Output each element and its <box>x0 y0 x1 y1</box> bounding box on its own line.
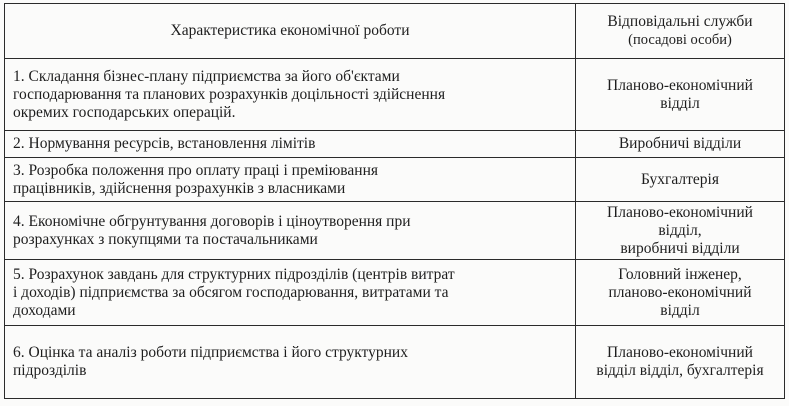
row-responsible <box>576 59 785 131</box>
responsible-line: Бухгалтерія <box>641 170 719 188</box>
description-line: 4. Економічне обгрунтування договорів і ціноутворення при <box>13 212 411 230</box>
row-description <box>5 59 576 131</box>
table-row <box>5 326 785 399</box>
row-responsible <box>576 202 785 260</box>
responsible-line: Виробничі відділи <box>618 135 742 152</box>
description-line: 1. Складання бізнес-плану підприємства за його об'єктами <box>13 67 400 85</box>
row-description <box>5 326 576 399</box>
responsible-line: планово-економічний <box>608 283 752 301</box>
description-line: підрозділів <box>13 362 87 379</box>
responsible-line: Головний інженер, <box>618 265 742 283</box>
header-characteristic: Характеристика економічної роботи <box>5 4 576 59</box>
responsible-line: відділ <box>660 94 700 112</box>
header-responsible-subtitle: (посадові особи) <box>628 32 732 48</box>
description-line: 5. Розрахунок завдань для структурних підрозділів (центрів витрат <box>13 265 455 283</box>
responsible-line: відділ відділ, бухгалтерія <box>596 362 764 379</box>
row-description <box>5 260 576 326</box>
description-line: господарювання та планових розрахунків доцільності здійснення <box>13 85 446 103</box>
description-line: працівників, здійснення розрахунків з власниками <box>13 179 346 197</box>
description-line: 6. Оцінка та аналіз роботи підприємства і його структурних <box>13 344 408 361</box>
responsible-line: відділ <box>660 301 700 319</box>
description-line: 2. Нормування ресурсів, встановлення лімітів <box>13 135 316 152</box>
header-responsible-title: Відповідальні служби <box>607 13 753 30</box>
economic-work-table <box>4 3 785 399</box>
responsible-line: Планово-економічний <box>607 344 753 361</box>
description-line: 3. Розробка положення про оплату праці і преміювання <box>13 161 378 179</box>
row-responsible <box>576 131 785 158</box>
description-line: окремих господарських операцій. <box>13 103 236 121</box>
responsible-line: Планово-економічний <box>607 76 753 94</box>
row-description <box>5 131 576 158</box>
header-responsible <box>576 4 785 59</box>
description-line: і доходів) підприємства за обсягом господарювання, витратами та <box>13 283 449 301</box>
table-header-row <box>5 4 785 59</box>
table-row <box>5 131 785 158</box>
table-row <box>5 59 785 131</box>
responsible-line: відділ, <box>658 221 702 239</box>
row-description <box>5 158 576 202</box>
row-description <box>5 202 576 260</box>
responsible-line: Планово-економічний <box>607 203 753 221</box>
row-responsible <box>576 326 785 399</box>
row-responsible <box>576 158 785 202</box>
row-responsible <box>576 260 785 326</box>
responsible-line: виробничі відділи <box>620 239 740 257</box>
description-line: розрахунках з покупцями та постачальниками <box>13 230 318 248</box>
table-row <box>5 158 785 202</box>
description-line: доходами <box>13 301 76 319</box>
table-row <box>5 260 785 326</box>
table-row <box>5 202 785 260</box>
